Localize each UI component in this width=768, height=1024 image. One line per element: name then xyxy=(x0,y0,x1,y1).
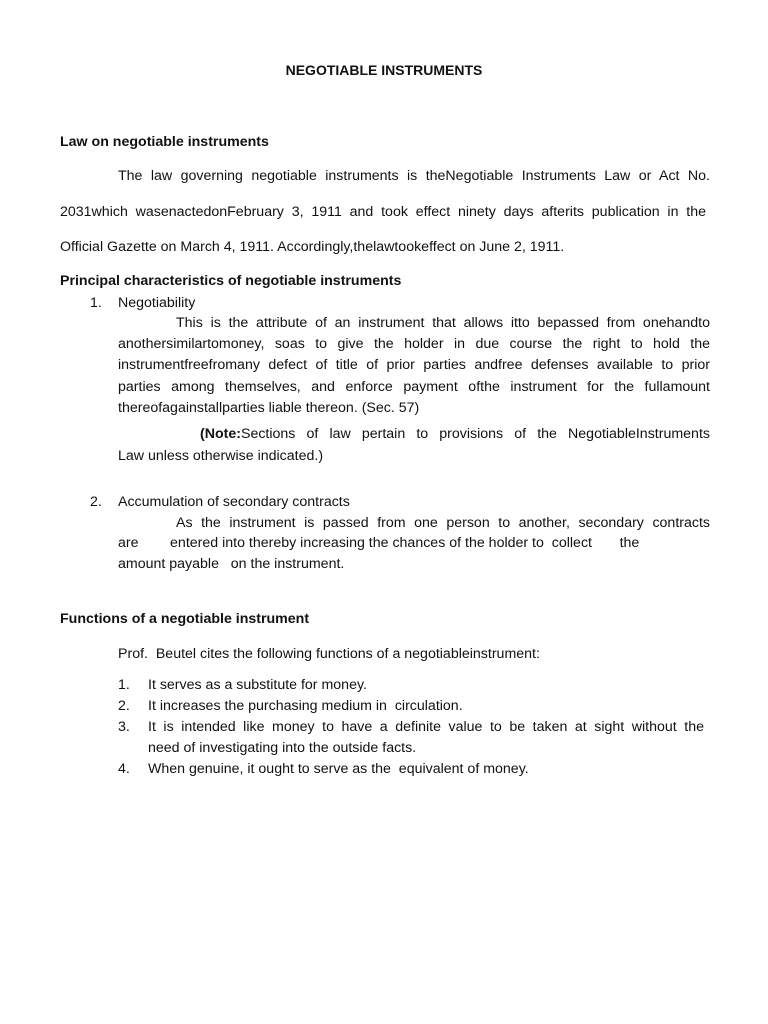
list-number: 3. xyxy=(118,719,130,735)
list-number: 4. xyxy=(118,761,130,777)
section-heading-principal: Principal characteristics of negotiable instruments xyxy=(60,273,402,289)
functions-intro: Prof. Beutel cites the following functions of a negotiableinstrument: xyxy=(118,646,540,662)
function-item: It serves as a substitute for money. xyxy=(148,677,367,693)
negotiability-line: anothersimilartomoney, soas to give the holder in due course the right to hold the xyxy=(118,336,710,352)
list-number: 1. xyxy=(118,677,130,693)
list-number: 1. xyxy=(90,295,102,311)
function-item: need of investigating into the outside facts. xyxy=(148,740,417,756)
accumulation-line: amount payable on the instrument. xyxy=(118,556,345,572)
note-line: Law unless otherwise indicated.) xyxy=(118,448,324,464)
list-number: 2. xyxy=(118,698,130,714)
item-title-accumulation: Accumulation of secondary contracts xyxy=(118,494,350,510)
negotiability-line: parties among themselves, and enforce payment ofthe instrument for the fullamount xyxy=(118,379,710,395)
list-number: 2. xyxy=(90,494,102,510)
negotiability-line: thereofagainstallparties liable thereon. (Sec. 57) xyxy=(118,400,420,416)
note-line xyxy=(200,426,710,442)
law-paragraph-line: The law governing negotiable instruments is theNegotiable Instruments Law or Act No. xyxy=(118,168,710,184)
negotiability-line: instrumentfreefromany defect of title of prior parties andfree defenses available to prior xyxy=(118,357,710,373)
negotiability-line: This is the attribute of an instrument that allows itto bepassed from onehandto xyxy=(176,315,710,331)
section-heading-law: Law on negotiable instruments xyxy=(60,134,269,150)
note-text: Sections of law pertain to provisions of the NegotiableInstruments xyxy=(240,426,710,442)
note-label: (Note: xyxy=(200,426,241,442)
page-title: NEGOTIABLE INSTRUMENTS xyxy=(285,62,483,78)
accumulation-line: As the instrument is passed from one person to another, secondary contracts xyxy=(176,515,710,531)
section-heading-functions: Functions of a negotiable instrument xyxy=(60,611,310,627)
function-item: When genuine, it ought to serve as the equivalent of money. xyxy=(148,761,529,777)
accumulation-line: are entered into thereby increasing the chances of the holder to collect the xyxy=(118,535,640,551)
law-paragraph-line: 2031which wasenactedonFebruary 3, 1911 and took effect ninety days afterits publication in the xyxy=(60,204,706,220)
item-title-negotiability: Negotiability xyxy=(118,295,196,311)
function-item: It increases the purchasing medium in circulation. xyxy=(148,698,463,714)
law-paragraph-line: Official Gazette on March 4, 1911. Accordingly,thelawtookeffect on June 2, 1911. xyxy=(60,239,565,255)
function-item: It is intended like money to have a definite value to be taken at sight without the xyxy=(148,719,704,735)
